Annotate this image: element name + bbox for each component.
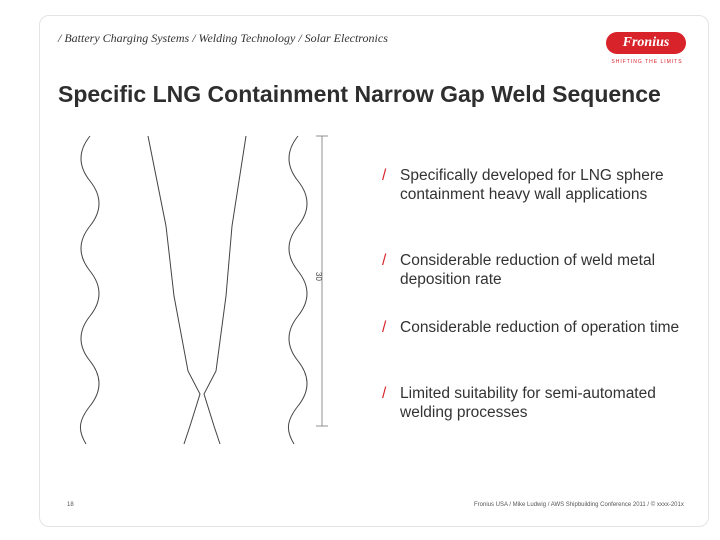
logo-wordmark: Fronius	[622, 35, 670, 50]
bullet-item	[382, 318, 682, 337]
fronius-logo	[600, 30, 690, 70]
header-tagline: / Battery Charging Systems / Welding Technology / Solar Electronics	[58, 31, 388, 45]
bullet-marker: /	[382, 385, 387, 402]
logo-slogan: SHIFTING THE LIMITS	[611, 59, 683, 65]
weld-sequence-diagram	[70, 126, 340, 446]
bullet-text: Considerable reduction of operation time	[400, 319, 680, 336]
bullet-text: Considerable reduction of weld metal deposition rate	[400, 252, 656, 288]
bullet-item	[382, 166, 682, 204]
bullet-marker: /	[382, 167, 387, 184]
bullet-item	[382, 384, 682, 422]
left-groove-wall	[148, 136, 200, 444]
right-groove-wall	[204, 136, 246, 444]
bullet-marker: /	[382, 252, 387, 269]
logo-badge	[606, 32, 686, 54]
bullet-item	[382, 251, 682, 289]
bullet-marker: /	[382, 319, 387, 336]
dimension-label: 30	[314, 272, 323, 281]
slide-title: Specific LNG Containment Narrow Gap Weld Sequence	[58, 81, 661, 107]
bullet-text: Specifically developed for LNG sphere containment heavy wall applications	[400, 167, 664, 203]
footer-text: Fronius USA / Mike Ludwig / AWS Shipbuilding Conference 2011 / © xxxx-201x	[474, 502, 684, 508]
left-plate-edge	[80, 136, 99, 444]
page-number: 18	[67, 502, 74, 508]
right-plate-edge	[288, 136, 307, 444]
bullet-text: Limited suitability for semi-automated welding processes	[400, 385, 656, 421]
